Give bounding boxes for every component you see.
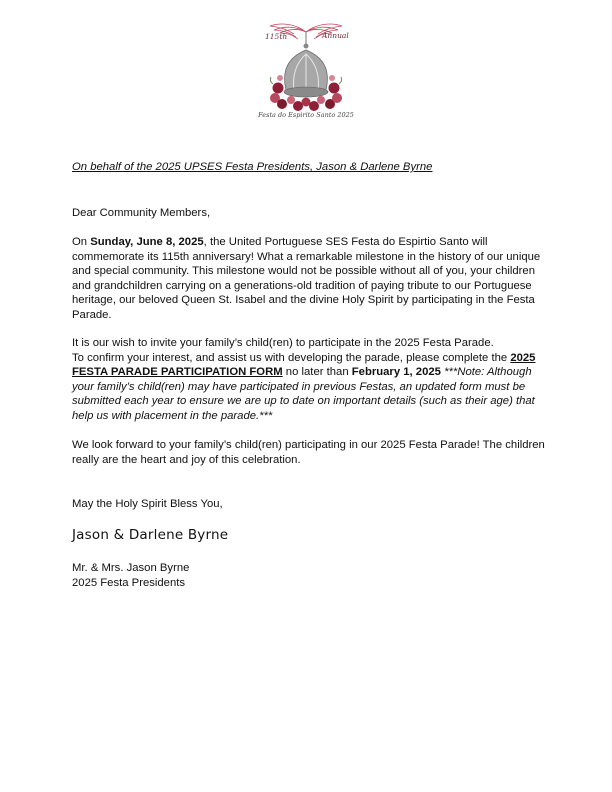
para1-line3: and special community. This milestone would not be possible without all of you, your children — [72, 265, 535, 278]
para2-line6: help us with placement in the parade.*** — [72, 410, 273, 422]
logo-annual-text: Annual — [322, 31, 349, 40]
para3-line1: We look forward to your family’s child(ren) participating in our 2025 Festa Parade! The children — [72, 439, 545, 451]
signer-name: Mr. & Mrs. Jason Byrne — [72, 562, 190, 574]
deadline-date: February 1, 2025 — [351, 366, 441, 379]
logo-anniversary-text: 115th — [265, 32, 288, 41]
participation-form-link[interactable]: 2025 — [510, 351, 536, 364]
para1-line6: Parade. — [72, 309, 112, 321]
para1-line5: heritage, our beloved Queen St. Isabel and the divine Holy Spirit by participating in the Festa — [72, 294, 535, 307]
para1-line2: commemorate its 115th anniversary! What a remarkable milestone in the history of our unique — [72, 250, 541, 263]
para2-line3: FESTA PARADE PARTICIPATION FORM no later than February 1, 2025 ***Note: Although — [72, 366, 532, 379]
signer-title: 2025 Festa Presidents — [72, 576, 186, 589]
event-date: Sunday, June 8, 2025 — [90, 236, 204, 248]
para2-line4: your family’s child(ren) may have participated in previous Festas, an updated form must be — [72, 380, 526, 393]
participation-form-link-continued[interactable]: FESTA PARADE PARTICIPATION FORM — [72, 366, 283, 379]
crown-icon — [284, 32, 328, 97]
letter-heading: On behalf of the 2025 UPSES Festa Presidents, Jason & Darlene Byrne — [72, 161, 433, 173]
signature: Jason & Darlene Byrne — [72, 527, 229, 543]
para3-line2: really are the heart and joy of this celebration. — [72, 453, 301, 466]
para2-line1: It is our wish to invite your family’s child(ren) to participate in the 2025 Festa Parade. — [72, 337, 494, 349]
logo-caption: Festa do Espirito Santo 2025 — [258, 111, 354, 119]
salutation: Dear Community Members, — [72, 207, 211, 219]
para2-line5: submitted each year to ensure we are up to date on important details (such as their age) that — [72, 395, 535, 408]
para1-line4: and grandchildren carrying on a generations-old tradition of paying tribute to our Portuguese — [72, 279, 532, 292]
closing: May the Holy Spirit Bless You, — [72, 498, 223, 510]
para1-line1: On Sunday, June 8, 2025, the United Portuguese SES Festa do Espirtio Santo will — [72, 236, 488, 248]
para2-line2: To confirm your interest, and assist us with developing the parade, please complete the 2025 — [72, 351, 536, 364]
